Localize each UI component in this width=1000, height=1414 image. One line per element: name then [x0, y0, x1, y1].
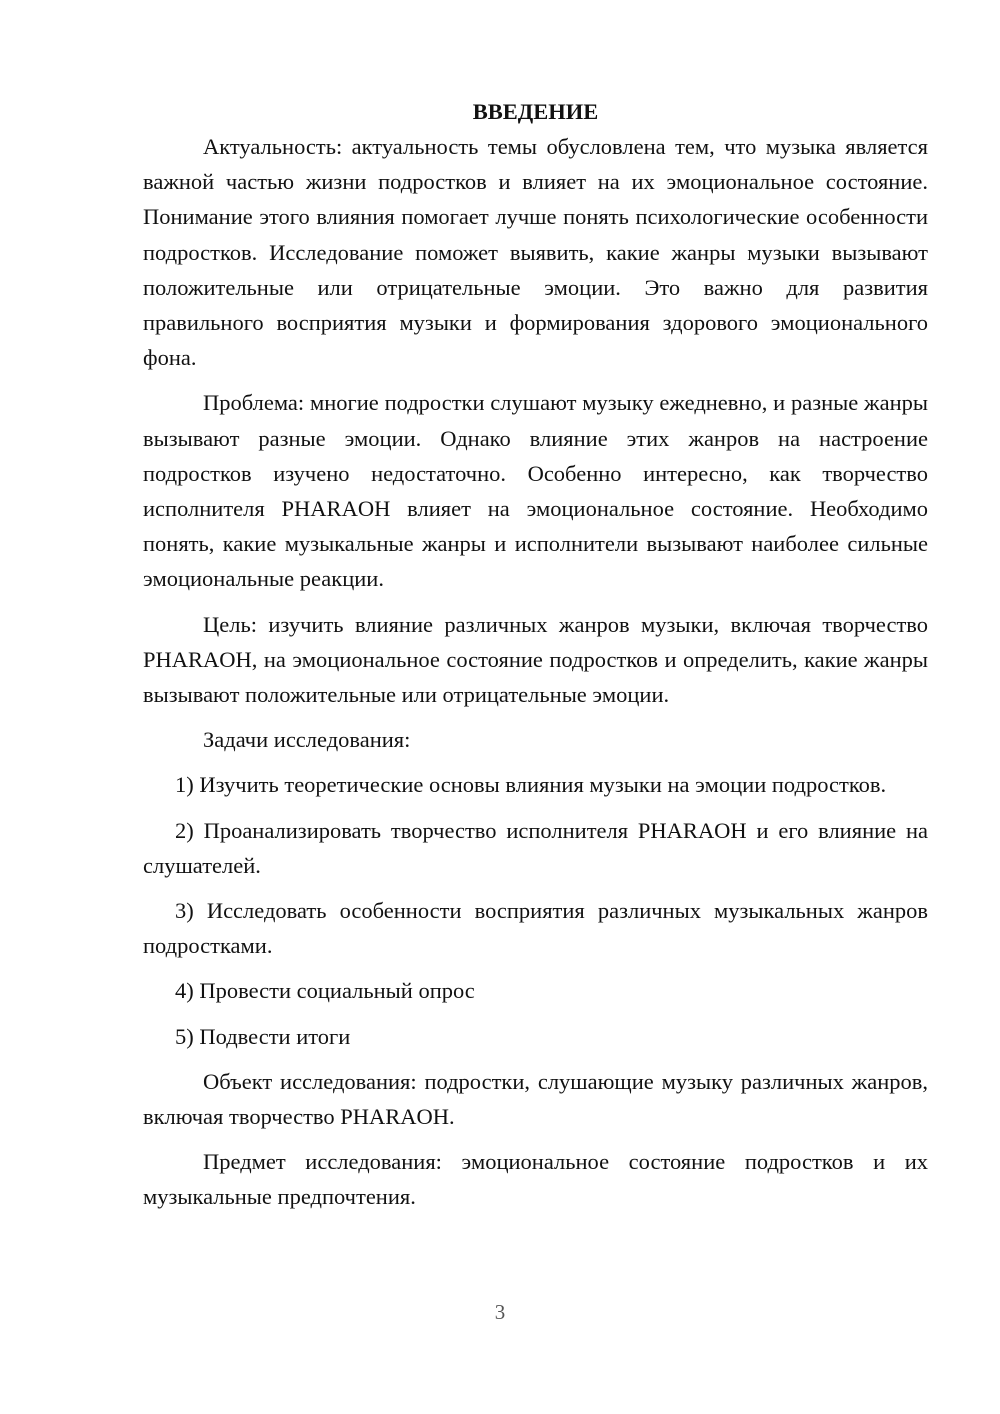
task-item-2: 2) Проанализировать творчество исполнителя PHARAOH и его влияние на слушателей. — [143, 817, 928, 878]
page-number: 3 — [494, 1300, 506, 1324]
page-title: ВВЕДЕНИЕ — [472, 99, 599, 124]
subject-paragraph: Предмет исследования: эмоциональное состояние подростков и их музыкальные предпочтения. — [143, 1149, 928, 1210]
task-item-3: 3) Исследовать особенности восприятия различных музыкальных жанров подростками. — [143, 898, 928, 959]
relevance-paragraph: Актуальность: актуальность темы обусловлена тем, что музыка является важной частью жизни подростков и влияет на их эмоциональное состояние. Понимание этого влияния помогает лучше понять психологические особенности подростков. Исследование поможет выявить, какие жанры музыки вызывают положительные или отрицательные эмоции. Это важно для развития правильного восприятия музыки и формирования здорового эмоционального фона. — [143, 134, 928, 371]
tasks-title: Задачи исследования: — [203, 727, 411, 753]
goal-paragraph: Цель: изучить влияние различных жанров музыки, включая творчество PHARAOH, на эмоциональное состояние подростков и определить, какие жанры вызывают положительные или отрицательные эмоции. — [143, 611, 928, 708]
task-item-5: 5) Подвести итоги — [175, 1023, 351, 1049]
object-paragraph: Объект исследования: подростки, слушающие музыку различных жанров, включая творчество PHARAOH. — [143, 1068, 928, 1130]
task-item-4: 4) Провести социальный опрос — [175, 978, 475, 1004]
problem-paragraph: Проблема: многие подростки слушают музыку ежедневно, и разные жанры вызывают разные эмоции. Однако влияние этих жанров на настроение подростков изучено недостаточно. Особенно интересно, как творчество исполнителя PHARAOH влияет на эмоциональное состояние. Необходимо понять, какие музыкальные жанры и исполнители вызывают наиболее сильные эмоциональные реакции. — [143, 390, 928, 592]
task-item-1: 1) Изучить теоретические основы влияния музыки на эмоции подростков. — [175, 772, 887, 798]
document-page — [143, 94, 928, 1225]
